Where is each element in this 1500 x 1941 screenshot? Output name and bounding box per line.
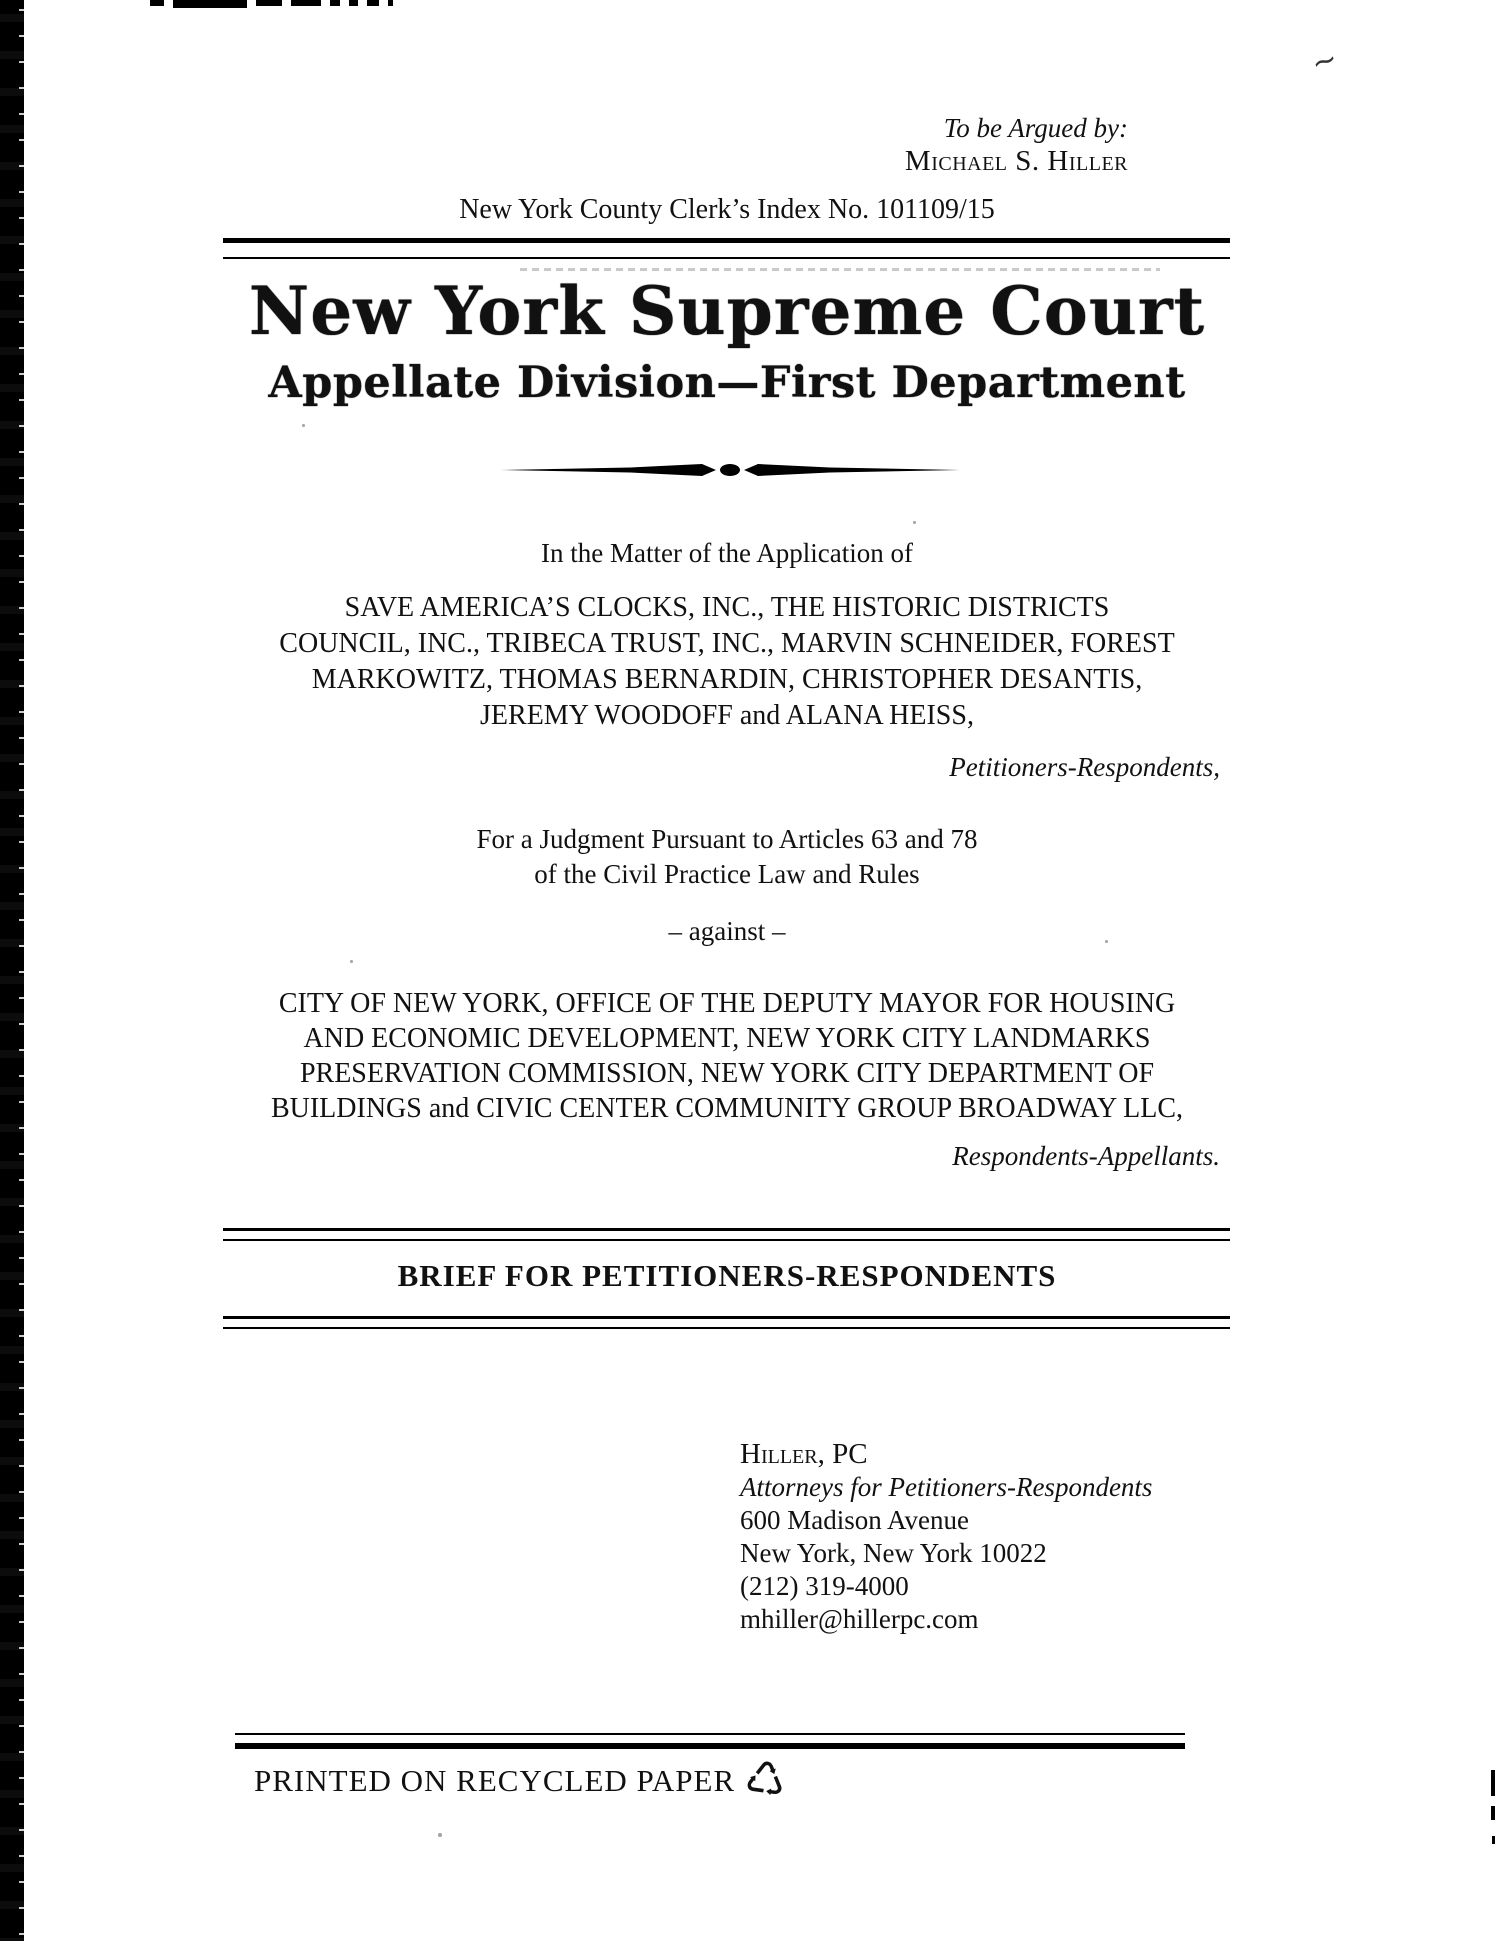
respondents-line: BUILDINGS and CIVIC CENTER COMMUNITY GROUP BROADWAY LLC, bbox=[270, 1093, 1184, 1124]
counsel-email: mhiller@hillerpc.com bbox=[740, 1604, 979, 1634]
scan-speck bbox=[302, 424, 305, 427]
brief-rule-bottom-1 bbox=[223, 1316, 1230, 1319]
argued-by-label: To be Argued by: bbox=[943, 113, 1128, 143]
scan-speck bbox=[438, 1833, 442, 1837]
header-rule-thin bbox=[223, 257, 1230, 259]
index-number-line: New York County Clerk’s Index No. 101109/15 bbox=[459, 194, 995, 225]
argued-by-block bbox=[905, 112, 1128, 178]
court-subtitle: Appellate Division—First Department bbox=[268, 358, 1186, 408]
recycle-icon: ♺ bbox=[741, 1749, 790, 1809]
scan-speck bbox=[350, 960, 353, 963]
header-rule-thick bbox=[223, 238, 1230, 243]
petitioners-line: MARKOWITZ, THOMAS BERNARDIN, CHRISTOPHER DESANTIS, bbox=[311, 664, 1143, 695]
argued-by-name: Michael S. Hiller bbox=[904, 145, 1128, 177]
respondents-line: CITY OF NEW YORK, OFFICE OF THE DEPUTY MAYOR FOR HOUSING bbox=[278, 988, 1176, 1019]
judgment-line: For a Judgment Pursuant to Articles 63 and 78 bbox=[476, 824, 978, 854]
judgment-clause bbox=[2, 822, 1452, 892]
header-rule-ghost bbox=[520, 268, 1160, 271]
scan-right-dash bbox=[1491, 1806, 1495, 1820]
counsel-phone: (212) 319-4000 bbox=[740, 1571, 909, 1601]
footer-rule-thin bbox=[235, 1733, 1185, 1735]
petitioners-line: JEREMY WOODOFF and ALANA HEISS, bbox=[480, 700, 974, 731]
scan-right-dash bbox=[1492, 1836, 1495, 1844]
court-title: New York Supreme Court bbox=[248, 272, 1206, 350]
respondents-line: PRESERVATION COMMISSION, NEW YORK CITY DEPARTMENT OF bbox=[299, 1058, 1155, 1089]
footer-text: PRINTED ON RECYCLED PAPER bbox=[254, 1763, 736, 1798]
counsel-address-line: 600 Madison Avenue bbox=[740, 1505, 969, 1535]
petitioners-role: Petitioners-Respondents, bbox=[949, 752, 1220, 782]
counsel-firm: Hiller, PC bbox=[740, 1438, 868, 1470]
respondents-role: Respondents-Appellants. bbox=[952, 1141, 1220, 1171]
scan-top-marks bbox=[150, 0, 393, 9]
brief-rule-bottom-2 bbox=[223, 1327, 1230, 1329]
footer-line bbox=[254, 1749, 790, 1809]
petitioners-block bbox=[2, 590, 1452, 734]
brief-rule-top-1 bbox=[223, 1228, 1230, 1231]
scan-speck bbox=[913, 521, 916, 524]
against-line: – against – bbox=[668, 916, 786, 946]
matter-intro: In the Matter of the Application of bbox=[541, 538, 913, 568]
counsel-role: Attorneys for Petitioners-Respondents bbox=[740, 1472, 1153, 1502]
brief-title: BRIEF FOR PETITIONERS-RESPONDENTS bbox=[397, 1258, 1057, 1293]
petitioners-line: SAVE AMERICA’S CLOCKS, INC., THE HISTORIC DISTRICTS bbox=[344, 592, 1110, 623]
judgment-line: of the Civil Practice Law and Rules bbox=[534, 859, 920, 889]
footer-rule-thick bbox=[235, 1743, 1185, 1749]
respondents-block bbox=[2, 986, 1452, 1126]
counsel-address-line: New York, New York 10022 bbox=[740, 1538, 1047, 1568]
scan-right-dash bbox=[1491, 1770, 1495, 1796]
respondents-line: AND ECONOMIC DEVELOPMENT, NEW YORK CITY LANDMARKS bbox=[303, 1023, 1151, 1054]
counsel-block bbox=[740, 1438, 1152, 1636]
petitioners-line: COUNCIL, INC., TRIBECA TRUST, INC., MARVIN SCHNEIDER, FOREST bbox=[279, 628, 1175, 659]
pen-mark: ~ bbox=[1307, 40, 1342, 83]
ornamental-divider bbox=[500, 461, 960, 479]
brief-rule-top-2 bbox=[223, 1239, 1230, 1241]
